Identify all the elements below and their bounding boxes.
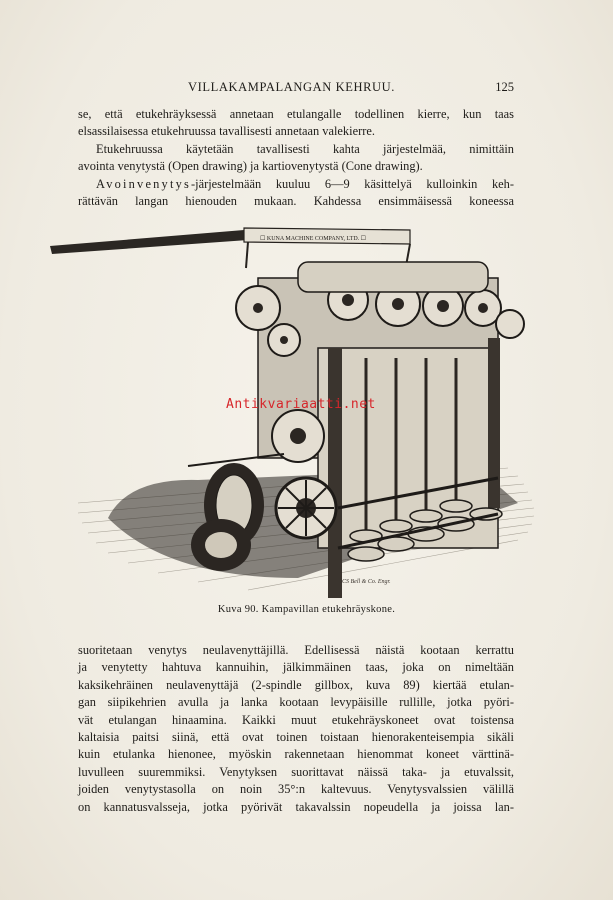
paragraph-line: suoritetaan venytys neulavenyttäjillä. Edellisessä näistä kootaan kerrattu [78, 643, 514, 657]
paragraph-line [78, 176, 514, 193]
plate-text: ☐ KUNA MACHINE COMPANY, LTD. ☐ [260, 236, 367, 242]
paragraph-line: kaksikehräinen neulavenyttäjä (2-spindle gillbox, kuva 89) kiertää etulan- [78, 677, 514, 692]
paragraph-line: Etukehruussa käytetään tavallisesti kahta järjestelmää, nimittäin [96, 141, 514, 156]
spaced-term: Avoinvenytys [96, 176, 192, 191]
running-title: VILLAKAMPALANGAN KEHRUU. [188, 80, 395, 94]
paragraph-line: on kannatusvalsseja, jotka pyörivät takavalssin nopeudella ja joissa lan- [78, 799, 514, 814]
paragraph-line: avointa venytystä (Open drawing) ja kartiovenytystä (Cone drawing). [78, 159, 423, 174]
paragraph-line: ja venytetty hahtuva kannuihin, jälkimmäinen taas, joka on nimeltään [78, 660, 514, 675]
paragraph-line: gan siipikehrien avulla ja lanka kootaan levypäisille rullille, jotka pyöri- [78, 695, 514, 710]
creel-arm [50, 230, 248, 254]
paragraph-line: rättävän langan hienouden mukaan. Kahdessa ensimmäisessä koneessa [78, 194, 514, 209]
paragraph-line: joiden venytystasolla on noin 35°:n kaltevuus. Venytysvalssien välillä [78, 782, 514, 797]
top-text-block [78, 106, 514, 210]
paragraph-line: luvulleen suuremmiksi. Venytyksen suorittavat näissä taka- ja etuvalssit, [78, 764, 514, 779]
watermark-stamp: Antikvariaatti.net [226, 397, 376, 412]
paragraph-line: se, että etukehräyksessä annetaan etulangalle todellinen kierre, kun taas [78, 107, 514, 121]
paragraph-line: vät etulangan hinaamina. Kaikki muut etukehräyskoneet ovat toistensa [78, 712, 514, 727]
bottom-text-block [78, 642, 514, 816]
line-rest: -järjestelmään kuuluu 6—9 käsittelyä kulloinkin keh- [191, 176, 514, 191]
page-number: 125 [495, 80, 514, 94]
paragraph-line: kaltaisia paitsi siinä, että ovat toinen toistaan hienorakenteisempia sikäli [78, 730, 514, 745]
engraver-signature: CS Bell & Co. Engr. [342, 579, 391, 585]
paragraph-line: elsassilaisessa etukehruussa tavallisesti annetaan valekierre. [78, 124, 375, 139]
paragraph-line: kuin etulanka hienonee, myöskin rakennetaan hienommat koneet värttinä- [78, 747, 514, 762]
figure-caption: Kuva 90. Kampavillan etukehräyskone. [217, 604, 396, 615]
page-header [78, 80, 514, 96]
